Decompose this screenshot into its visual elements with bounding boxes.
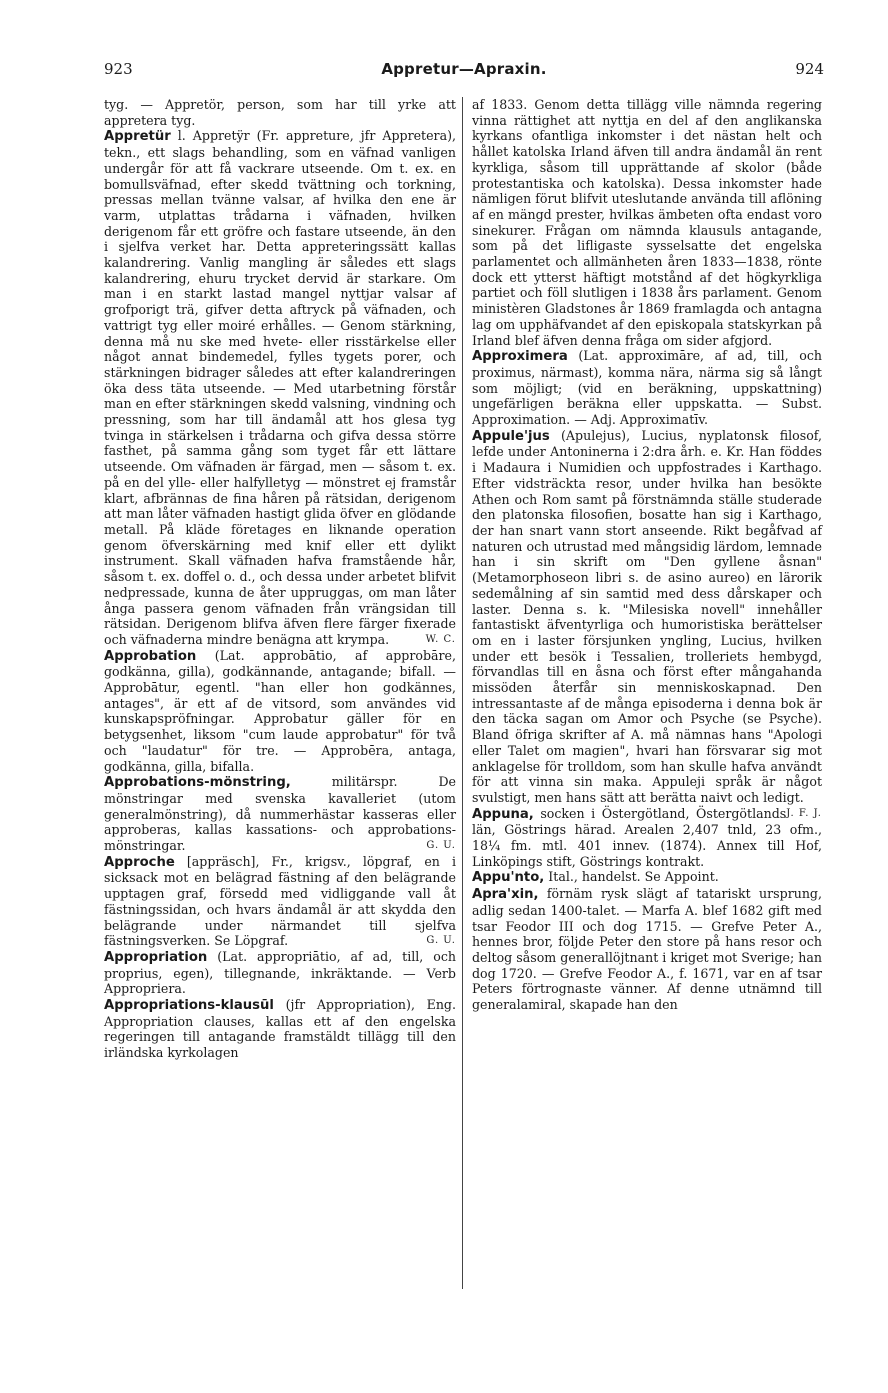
headword: Approximera [472,349,568,365]
entry-continuation: tyg. — Appretör, person, som har till yrke att appretera tyg. [104,97,456,128]
running-title: Appretur—Apraxin. [381,60,547,78]
entry-approximera: Approximera (Lat. approximāre, af ad, till, och proximus, närmast), komma nära, närma sig så långt som möjligt; (vid en beräkning, uppskattning) ungefärligen beräkna eller uppskatta. — Subst. Approximation. — Adj. Approximatīv. [472,348,822,428]
page-number-right: 924 [795,60,824,78]
headword: Appropriation [104,949,208,965]
page-header [104,60,824,84]
author-signature: J. F. J. [786,807,822,819]
entry-appunto: Appu'nto, Ital., handelst. Se Appoint. [472,869,719,886]
headword: Appropriations-klausūl [104,998,274,1014]
entry-appretur: Appretür l. Appretÿr (Fr. appreture, jfr Appretera), tekn., ett slags behandling, som en väfnad vanligen undergår för att få vackrare utseende. Om t. ex. en bomullsväfnad, efter skedd tvättning och torkning, pressas mellan tvänne valsar, af hvilka den ene är varm, utplattas trådarna i väfnaden, hvilken derigenom får ett gröfre och fastare utseende, än den i sjelfva verket har. Detta appreteringssätt kallas kalandrering. Vanlig mangling är således ett slags kalandrering, ehuru trycket dervid är starkare. Om man i en starkt lastad mangel nyttjar valsar af grofporigt trä, gifver detta aftryck på väfnaden, och vattrigt tyg eller moiré erhålles. — Genom stärkning, denna må nu ske med hvete- eller risstärkelse eller något annat bindemedel, fylles tygets porer, och stärkningen bidrager således att efter kalandreringen öka dess täta utseende. — Med utarbetning förstår man en efter stärkningen skedd valsning, vindning och pressning, som har till ändamål att hos glesa tyg tvinga in stärkelsen i trådarna och gifva dessa större fasthet, på samma gång som tyget får ett lättare utseende. Om väfnaden är färgad, men — såsom t. ex. på en del ylle- eller halfylletyg — mönstret ej framstår klart, afbrännas de fina håren på rätsidan, derigenom att man låter väfnaden hastigt glida öfver en glödande metall. På kläde företages en liknande operation genom öfverskärning med knif eller ett dylikt instrument. Skall väfnaden hafva framstående hår, såsom t. ex. doffel o. d., och dessa under arbetet blifvit nedpressade, kunna de åter uppruggas, om man låter ånga passera genom väfnaden från vrängsidan till rätsidan. Derigenom blifva äfven flere färger fixerade och väfnaderna mindre benägna att krympa. W. C. [104,128,456,647]
entry-approbations-monstring: Approbations-mönstring, militärspr. De mönstringar med svenska kavalleriet (utom generalmönstring), då nummerhästar kasseras eller approberas, kallas kassations- och approbations-mönstringar. G. U. [104,774,456,854]
page-number-left: 923 [104,60,133,78]
right-column [472,97,822,1013]
entry-appuna: Appuna, socken i Östergötland, Östergötlands län, Göstrings härad. Arealen 2,407 tnld, 23 ofm., 18¼ fm. mtl. 401 innev. (1874). Annex till Hof, Linköpings stift, Göstrings kontrakt. [472,805,822,869]
entry-apraxin: Apra'xin, förnäm rysk slägt af tatariskt ursprung, adlig sedan 1400-talet. — Marfa A. blef 1682 gift med tsar Feodor III och dog 1715. — Grefve Peter A., hennes bror, följde Peter den store på hans resor och deltog såsom generallöjtnant i kriget mot Sverige; han dog 1720. — Grefve Feodor A., f. 1671, var en af tsar Peters förtrognaste vänner. Af denne utnämnd till generalamiral, skapade han den [472,886,822,1013]
entry-appulejus: Appule'jus (Apulejus), Lucius, nyplatonsk filosof, lefde under Antoninerna i 2:dra årh. e. Kr. Han föddes i Madaura i Numidien och uppfostrades i Karthago. Efter vidsträckta resor, under hvilka han besökte Athen och Rom samt på förstnämnda ställe studerade den platonska filosofien, bosatte han sig i Karthago, der han snart vann stort anseende. Rikt begåfvad af naturen och utrustad med mångsidig lärdom, lemnade han i sin skrift om "Den gyllene åsnan" (Metamorphoseon libri s. de asino aureo) en lärorik sedemålning af sin samtid med dess dårskaper och laster. Denna s. k. "Milesiska novell" innehåller fantastiskt äfventyrliga och humoristiska berättelser om en i laster försjunken yngling, Lucius, hvilken under ett besök i Tessalien, trolleriets hembygd, förvandlas till en åsna och först efter mångahanda missöden återfår sin menniskoskapnad. Den intressantaste af de många episoderna i denna bok är den täcka sagan om Amor och Psyche (se Psyche). Bland öfriga skrifter af A. må nämnas hans "Apologi eller Talet om magien", hvari han försvarar sig mot anklagelse för trolldom, som han skulle hafva användt för att vinna sin maka. Appuleji språk är något svulstigt, men hans sätt att berätta naivt och ledigt. J. F. J. [472,428,822,806]
headword: Appretür [104,129,171,145]
headword: Appuna, [472,806,534,822]
headword: Approche [104,854,175,870]
column-divider [462,97,463,1289]
author-signature: G. U. [426,840,456,852]
left-column [104,97,456,1061]
headword: Appule'jus [472,428,550,444]
entry-approbation: Approbation (Lat. approbātio, af approbāre, godkänna, gilla), godkännande, antagande; bifall. — Approbātur, egentl. "han eller hon godkännes, antages", är ett af de vitsord, som användes vid kunskapspröfningar. Approbatur gäller för en betygsenhet, liksom "cum laude approbatur" för två och "laudatur" för tre. — Approbēra, antaga, godkänna, gilla, bifalla. [104,647,456,774]
entry-continuation: af 1833. Genom detta tillägg ville nämnda regering vinna rättighet att nyttja en del af den anglikanska kyrkans ofantliga inkomster i det nästan helt och hållet katolska Irland äfven till andra ändamål än rent kyrkliga, såsom till upprättande af skolor (både protestantiska och katolska). Dessa inkomster hade nämligen förut blifvit uteslutande använda till aflöning af en mängd prester, hvilkas ämbeten ofta endast voro sinekurer. Frågan om nämnda klausuls antagande, som på det lifligaste sysselsatte det engelska parlamentet och allmänheten åren 1833—1838, rönte dock ett ytterst häftigt motstånd af det högkyrkliga partiet och föll slutligen i 1838 års parlament. Genom ministèren Gladstones år 1869 framlagda och antagna lag om upphäfvandet af den episkopala statskyrkan på Irland blef äfven denna fråga om sider afgjord. [472,97,822,348]
author-signature: G. U. [426,935,456,947]
entry-appropriations-klausul: Appropriations-klausūl (jfr Appropriation), Eng. Appropriation clauses, kallas ett af den engelska regeringen till antagande framstäldt tillägg till den irländska kyrkolagen [104,997,456,1061]
entry-appropriation: Appropriation (Lat. appropriātio, af ad, till, och proprius, egen), tillegnande, inkräktande. — Verb Appropriera. [104,948,456,997]
author-signature: W. C. [425,633,456,645]
headword: Appu'nto, [472,870,545,886]
headword: Apra'xin, [472,887,539,903]
entry-approche: Approche [appräsch], Fr., krigsv., löpgraf, en i sicksack mot en belägrad fästning af den belägrande upptagen graf, försedd med vidliggande vall åt fästningssidan, och hvars ändamål är att skydda den belägrande under närmandet till sjelfva fästningsverken. Se Löpgraf. G. U. [104,853,456,949]
headword: Approbation [104,648,197,664]
headword: Approbations-mönstring, [104,775,291,791]
